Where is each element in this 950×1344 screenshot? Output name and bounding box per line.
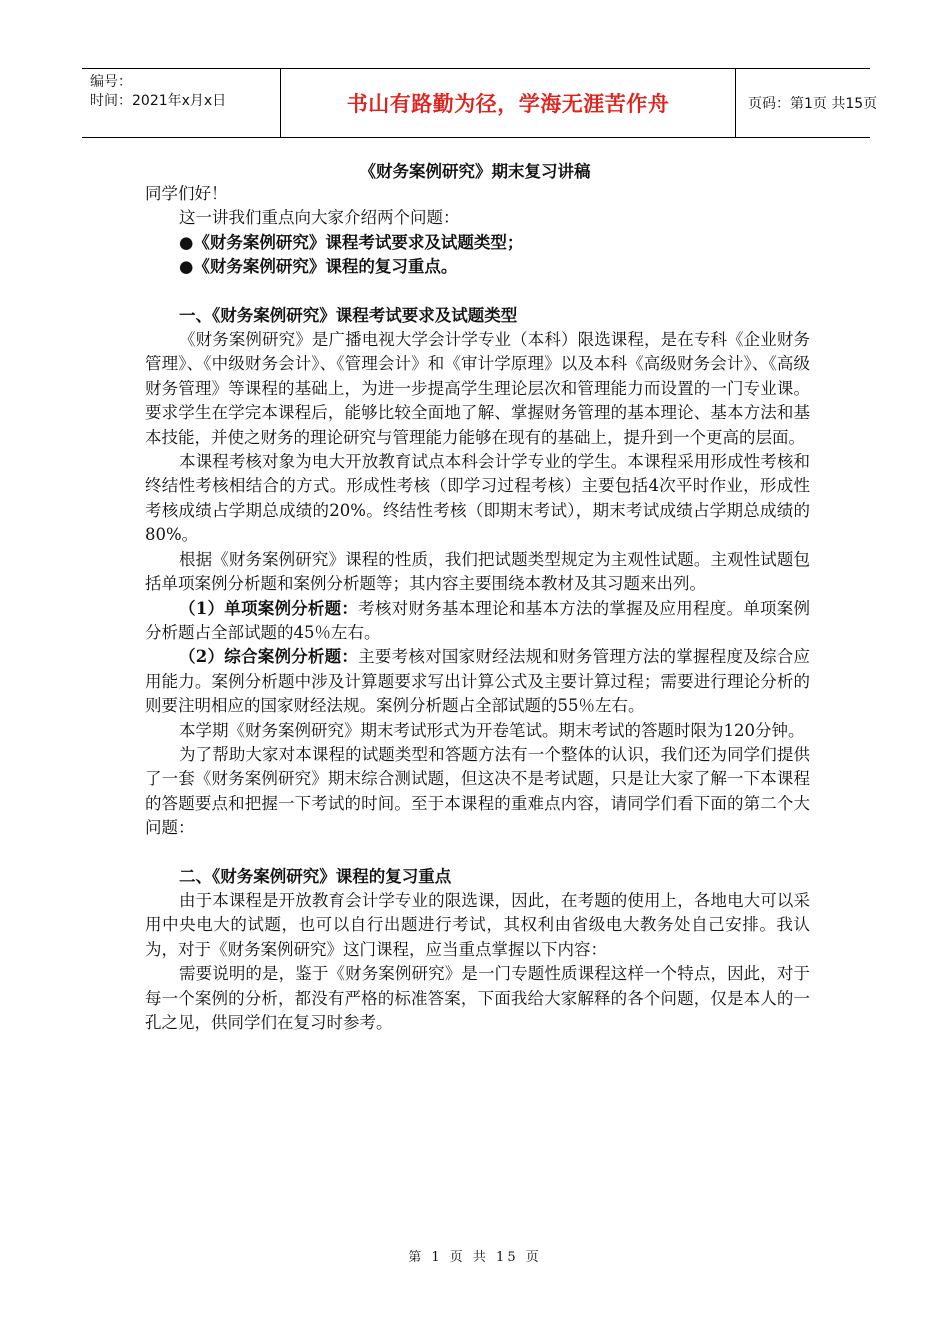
- section-1-paragraph-3: 根据《财务案例研究》课程的性质，我们把试题类型规定为主观性试题。主观性试题包括单项案例分析题和案例分析题等；其内容主要围绕本教材及其习题来出列。: [145, 549, 810, 594]
- question-type-1-label: （1）单项案例分析题：: [179, 598, 359, 618]
- section-1-paragraph-2: 本课程考核对象为电大开放教育试点本科会计学专业的学生。本课程采用形成性考核和终结性考核相结合的方式。形成性考核（即学习过程考核）主要包括4次平时作业，形成性考核成绩占学期总成绩的20%。终结性考核（即期末考试），期末考试成绩占学期总成绩的80%。: [145, 452, 810, 545]
- question-type-2-text: 主要考核对国家财经法规和财务管理方法的掌握程度及综合应用能力。案例分析题中涉及计算题要求写出计算公式及主要计算过程；需要进行理论分析的则要注明相应的国家财经法规。案例分析题占全部试题的55％左右。: [145, 647, 811, 716]
- section-2-paragraph-1: 由于本课程是开放教育会计学专业的限选课，因此，在考题的使用上，各地电大可以采用中央电大的试题，也可以自行出题进行考试，其权利由省级电大教务处自己安排。我认为，对于《财务案例研究》这门课程，应当重点掌握以下内容：: [145, 890, 810, 959]
- header-motto-cell: [280, 69, 736, 137]
- section-1-paragraph-1: 《财务案例研究》是广播电视大学会计学专业（本科）限选课程，是在专科《企业财务管理》、《中级财务会计》、《管理会计》和《审计学原理》以及本科《高级财务会计》、《高级财务管理》等课程的基础上，为进一步提高学生理论层次和管理能力而设置的一门专业课。要求学生在学完本课程后，能够比较全面地了解、掌握财务管理的基本理论、基本方法和基本技能，并使之财务的理论研究与管理能力能够在现有的基础上，提升到一个更高的层面。: [145, 330, 810, 447]
- document-code-label: 编号：: [90, 74, 132, 90]
- document-title: 《财务案例研究》期末复习讲稿: [359, 162, 591, 181]
- page-footer: 第 1 页 共 15 页: [408, 1250, 542, 1265]
- header-page-info: 页码：第1页 共15页: [748, 96, 878, 112]
- header-motto: 书山有路勤为径，学海无涯苦作舟: [346, 92, 670, 116]
- spacer: [145, 280, 810, 304]
- greeting: 同学们好！: [145, 184, 228, 203]
- section-2-heading: 二、《财务案例研究》课程的复习重点: [179, 866, 452, 886]
- header-meta: [82, 69, 280, 137]
- spacer: [145, 841, 810, 865]
- section-1-paragraph-5: 为了帮助大家对本课程的试题类型和答题方法有一个整体的认识，我们还为同学们提供了一套《财务案例研究》期末综合测试题，但这决不是考试题，只是让大家了解一下本课程的答题要点和把握一下考试的时间。至于本课程的重难点内容，请同学们看下面的第二个大问题：: [145, 744, 810, 838]
- question-type-1: [145, 597, 810, 646]
- document-header: [82, 68, 878, 138]
- question-type-2-label: （2）综合案例分析题：: [179, 647, 359, 667]
- question-type-2: [145, 645, 810, 718]
- section-1-heading: 一、《财务案例研究》课程考试要求及试题类型: [179, 305, 518, 325]
- section-1-paragraph-4: 本学期《财务案例研究》期末考试形式为开卷笔试。期末考试的答题时限为120分钟。: [179, 720, 805, 740]
- document-date: 时间：2021年x月x日: [90, 93, 227, 109]
- document-body: [145, 182, 810, 1035]
- intro-paragraph: 这一讲我们重点向大家介绍两个问题：: [179, 208, 460, 228]
- question-type-1-text: 考核对财务基本理论和基本方法的掌握及应用程度。单项案例分析题占全部试题的45％左右。: [145, 598, 811, 642]
- bullet-item-1: ●《财务案例研究》课程考试要求及试题类型；: [179, 232, 524, 252]
- bullet-item-2: ●《财务案例研究》课程的复习重点。: [179, 257, 458, 277]
- section-2-paragraph-2: 需要说明的是，鉴于《财务案例研究》是一门专题性质课程这样一个特点，因此，对于每一个案例的分析，都没有严格的标准答案，下面我给大家解释的各个问题，仅是本人的一孔之见，供同学们在复习时参考。: [145, 964, 810, 1032]
